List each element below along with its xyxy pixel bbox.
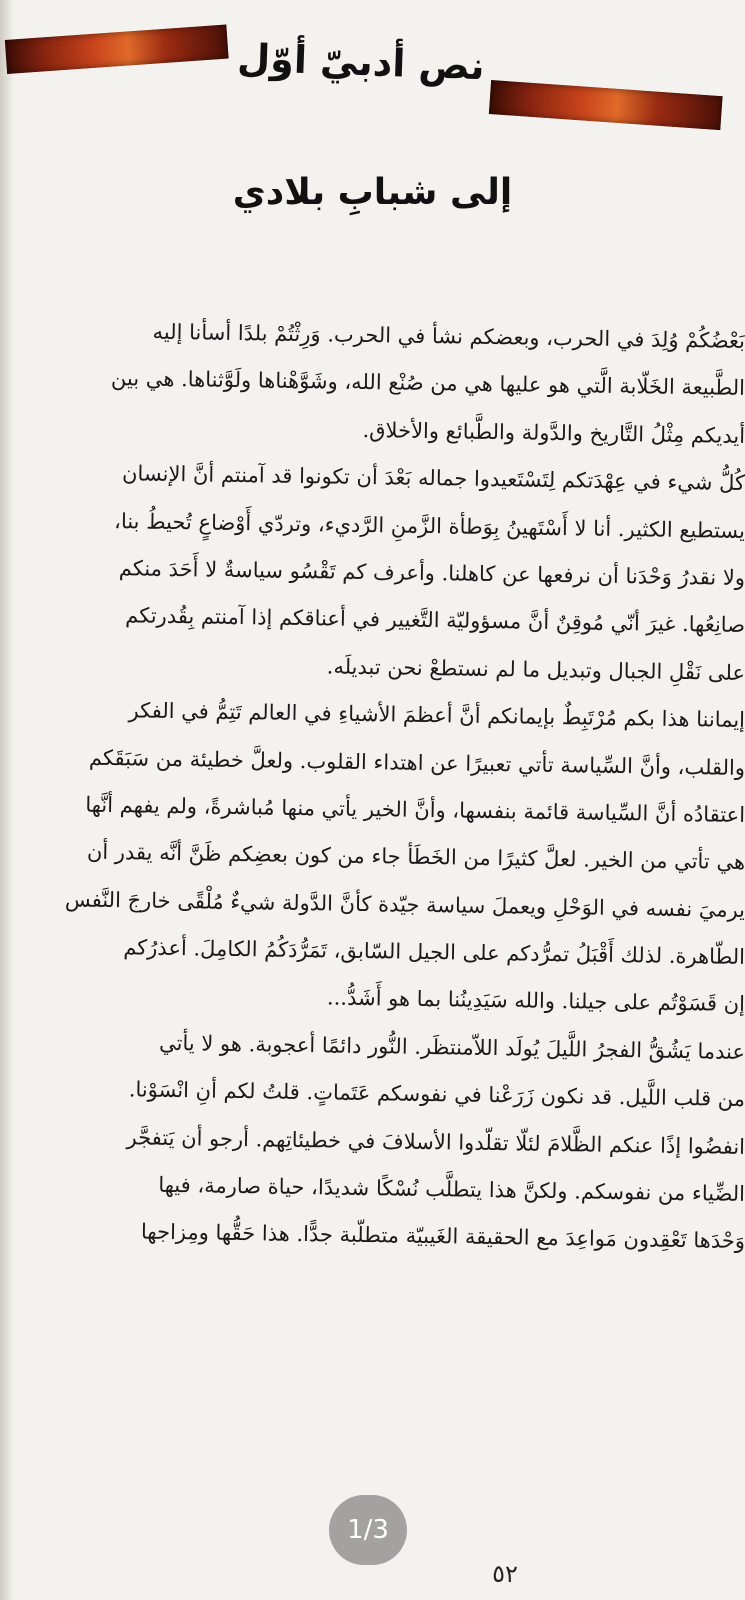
decorative-band-left (5, 25, 229, 74)
text-line: أيديكم مِثْلُ التَّاريخ والدَّولة والطَّبائع والأخلاق. (362, 417, 745, 448)
text-body (0, 318, 745, 1266)
text-line: هي تأتي من الخير. لعلَّ كثيرًا من الخَطَأ جاء من كون بعضِكم ظَنَّ أنَّه يقدر أن (86, 839, 745, 875)
text-line: الطَّبيعة الخَلّابة الَّتي هو عليها هي من صُنْع الله، وشَوَّهْناها ولَوَّثناها. هي بين (110, 366, 745, 401)
text-line: ولا نقدرُ وَحْدَنا أن نرفعها عن كاهلنا. وأعرف كم تَقْسُو سياسةٌ لا أَحَدَ منكم (118, 556, 745, 590)
text-line: يرميَ نفسه في الوَحْلِ ويعملَ سياسة جيّدة كأنَّ الدَّولة شيءٌ مُلْقًى خارجَ النَّفس (64, 887, 745, 922)
text-line: من قلب اللَّيل. قد نكون زَرَعْنا في نفوسكم عَتَماتٍ. قلتُ لكم أنِ انْسَوْنا. (128, 1077, 745, 1112)
text-line: عندما يَشُقُّ الفجرُ اللَّيلَ يُولَد اللاّمنتظَر. النُّور دائمًا أعجوبة. هو لا يأتي (158, 1030, 745, 1064)
section-heading: نص أدبيّ أوّل (236, 35, 486, 89)
text-line: والقلب، وأنَّ السِّياسة تأتي تعبيرًا عن اهتداء القلوب. ولعلَّ خطيئة من سَبَقَكم (88, 745, 745, 780)
text-line: الضِّياء من نفوسكم. ولكنَّ هذا يتطلَّب نُسْكًا شديدًا، حياة صارمة، فيها (158, 1172, 745, 1207)
text-line: اعتقادُه أنَّ السِّياسة قائمة بنفسها، وأنَّ الخير يأتي منها مُباشرةً، ولم يفهم أنَّها (85, 792, 745, 827)
page-number: ٥٢ (492, 1560, 518, 1588)
text-line: على نَقْلِ الجبال وتبديل ما لم نستطعْ نحن تبديلَه. (326, 654, 745, 685)
text-line: إن قَسَوْتُم على جيلنا. والله سَيَدِينُنا بما هو أَشَدُّ... (326, 985, 745, 1017)
text-line: كُلُّ شيء في عِهْدَتكم لِتَسْتَعيدوا جماله بَعْدَ أن تكونوا قد آمنتم أنَّ الإنسان (121, 461, 745, 496)
text-line: إيماننا هذا بكم مُرْتَبِطٌ بإيمانكم أنَّ أعظمَ الأشياءِ في العالم تَتِمُّ في الفكر (128, 698, 745, 733)
text-line: الطّاهرة. لذلك أَقْبَلُ تمرُّدكم على الجيل السّابق، تَمَرُّدَكُمُ الكامِلَ. أعذرُكم (123, 935, 745, 970)
text-line: يستطيع الكثير. أنا لا أَسْتَهينُ بِوَطأة الزَّمنِ الرَّديء، وتردّي أَوْضاعٍ تُحيطُ بنا، (113, 508, 745, 543)
text-line: بَعْضُكُمْ وُلِدَ في الحرب، وبعضكم نشأ في الحرب. وَرِثْتُمْ بلدًا أسأنا إليه (152, 319, 745, 353)
decorative-band-right (489, 80, 723, 130)
text-title: إلى شبابِ بلادي (232, 172, 513, 213)
text-line: وَحْدَها تَعْقِدون مَواعِدَ مع الحقيقة الغَيبيّة متطلّبة جدًّا. هذا حَقُّها ومِزاجها (140, 1219, 745, 1254)
text-line: انفضُوا إذًا عنكم الظَّلامَ لئلّا تقلّدوا الأسلافَ في خطيئاتِهم. أرجو أن يَتفجَّر (126, 1124, 745, 1159)
text-line: صانِعُها. غيرَ أنّي مُوقِنٌ أنَّ مسؤوليّة التَّغيير في أعناقكم إذا آمنتم بِقُدرتكم (125, 603, 745, 638)
image-pager-indicator[interactable]: 1/3 (329, 1495, 407, 1565)
